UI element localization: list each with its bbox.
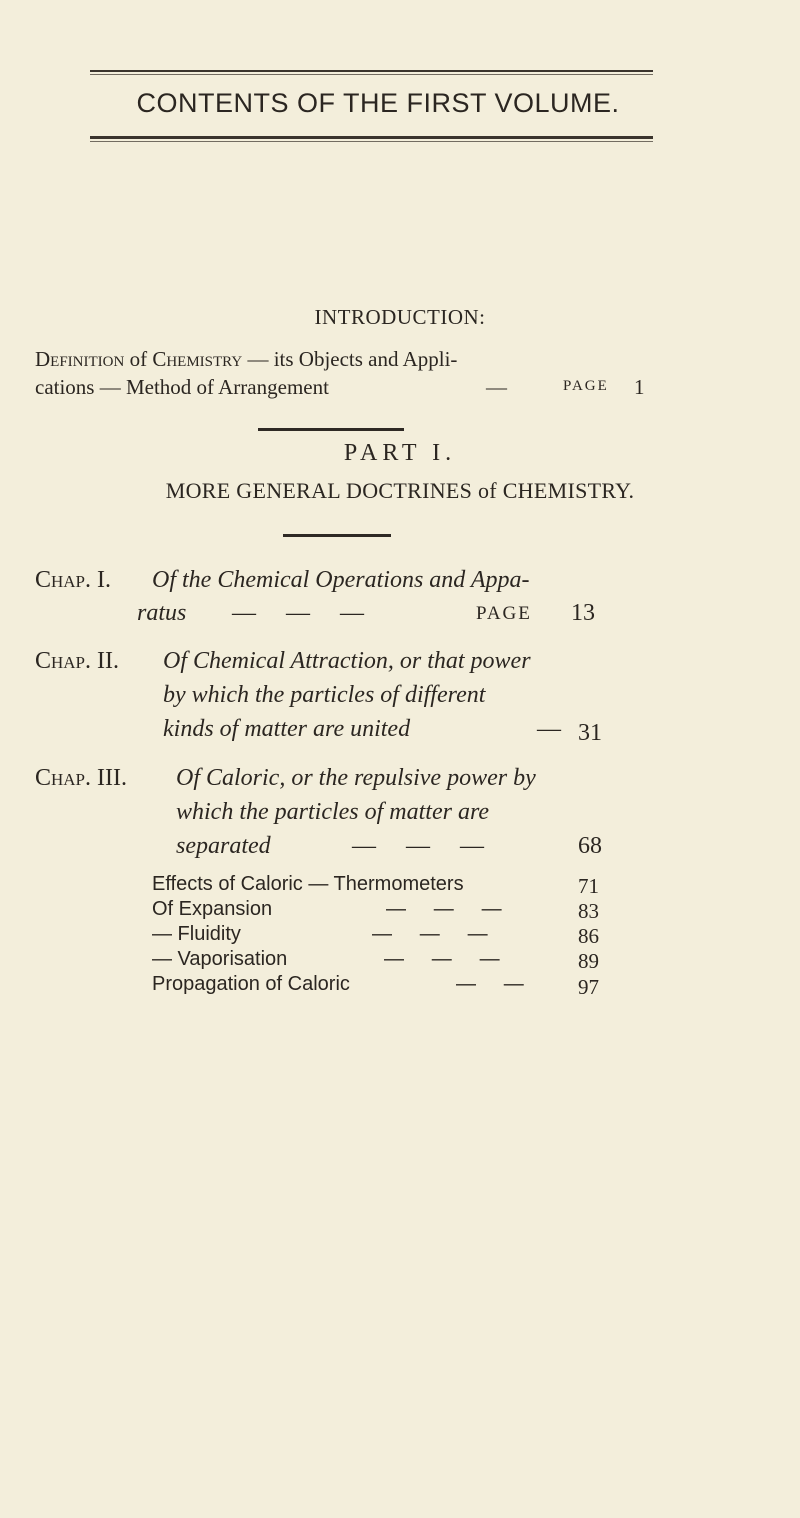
- introduction-page-number: 1: [634, 375, 645, 399]
- chapter-1-title-text-1: Of the Chemical Operations and Appa-: [152, 567, 530, 593]
- title-rule: [90, 136, 653, 139]
- chapter-3-title-text-2: which the particles of matter are: [176, 799, 490, 825]
- chapter-1-page-number: 13: [571, 600, 595, 626]
- chapter-2-title-line-3: [163, 716, 410, 743]
- chapter-1-title-text-2: ratus: [137, 600, 187, 626]
- chapter-3-title-line-1: [176, 765, 536, 792]
- introduction-line-2: [35, 375, 329, 400]
- chapter-1-dashes: — — —: [232, 600, 364, 626]
- introduction-dash: —: [486, 375, 507, 399]
- top-rule: [90, 70, 653, 72]
- chapter-2-title-line-1: [163, 648, 531, 675]
- chapter-1-title-line-2: [137, 600, 186, 627]
- chapter-2-title-text-3: kinds of matter are united: [163, 716, 411, 742]
- subentry-3-text: — Fluidity: [152, 923, 241, 945]
- chapter-1-label: [35, 567, 111, 594]
- chapter-1-label-text: Chap. I.: [35, 567, 112, 593]
- chapter-3-label-text: Chap. III.: [35, 765, 127, 791]
- chemistry-word: Chemistry: [152, 347, 243, 371]
- chapter-2-title-text-2: by which the particles of different: [163, 682, 486, 708]
- chapter-2-dashes: —: [537, 716, 561, 742]
- subentry-4-page: 89: [578, 949, 599, 973]
- subentry-3-page: 86: [578, 924, 599, 948]
- chapter-3-title-text-3: separated: [176, 833, 271, 859]
- subentry-4-dashes: — — —: [384, 948, 500, 970]
- subentry-5-text: Propagation of Caloric: [152, 973, 350, 995]
- subentry-5-dashes: — —: [456, 973, 524, 995]
- definition-word: Definition: [35, 347, 125, 371]
- chapter-3-title-line-2: [176, 799, 489, 826]
- chapter-2-title-line-2: [163, 682, 485, 709]
- chapter-3-title-line-3: [176, 833, 271, 860]
- part-subtitle: MORE GENERAL DOCTRINES of CHEMISTRY.: [165, 478, 635, 503]
- chapter-1-title-line-1: [152, 567, 530, 594]
- chapter-2-label-text: Chap. II.: [35, 648, 120, 674]
- subentry-1-page: 71: [578, 874, 599, 898]
- introduction-line-2-text: cations — Method of Arrangement: [35, 375, 329, 399]
- top-rule-thin: [90, 74, 653, 75]
- chapter-1-page-label: PAGE: [476, 603, 532, 624]
- introduction-line-1: [35, 347, 457, 372]
- introduction-page-label: PAGE: [563, 378, 609, 394]
- of-word: of: [129, 347, 148, 371]
- subentry-3-dashes: — — —: [372, 923, 488, 945]
- chapter-3-dashes: — — —: [352, 833, 484, 859]
- section-divider-2: [283, 534, 391, 537]
- subentry-2-page: 83: [578, 899, 599, 923]
- part-title: PART I.: [343, 440, 457, 466]
- chapter-3-label: [35, 765, 127, 792]
- title-rule-thin: [90, 141, 653, 142]
- chapter-2-label: [35, 648, 119, 675]
- subentry-2-text: Of Expansion: [152, 898, 273, 920]
- subentry-5-page: 97: [578, 975, 599, 999]
- introduction-line-1-rest: — its Objects and Appli-: [247, 347, 458, 371]
- chapter-3-title-text-1: Of Caloric, or the repulsive power by: [176, 765, 536, 791]
- chapter-2-page-number: 31: [578, 720, 602, 746]
- chapter-3-page-number: 68: [578, 833, 602, 859]
- section-divider-1: [258, 428, 404, 431]
- subentry-2-dashes: — — —: [386, 898, 502, 920]
- page-title: CONTENTS OF THE FIRST VOLUME.: [136, 88, 620, 118]
- subentry-1-text: Effects of Caloric — Thermometers: [152, 873, 464, 895]
- subentry-4-text: — Vaporisation: [152, 948, 288, 970]
- chapter-2-title-text-1: Of Chemical Attraction, or that power: [163, 648, 531, 674]
- introduction-heading: INTRODUCTION:: [314, 305, 486, 329]
